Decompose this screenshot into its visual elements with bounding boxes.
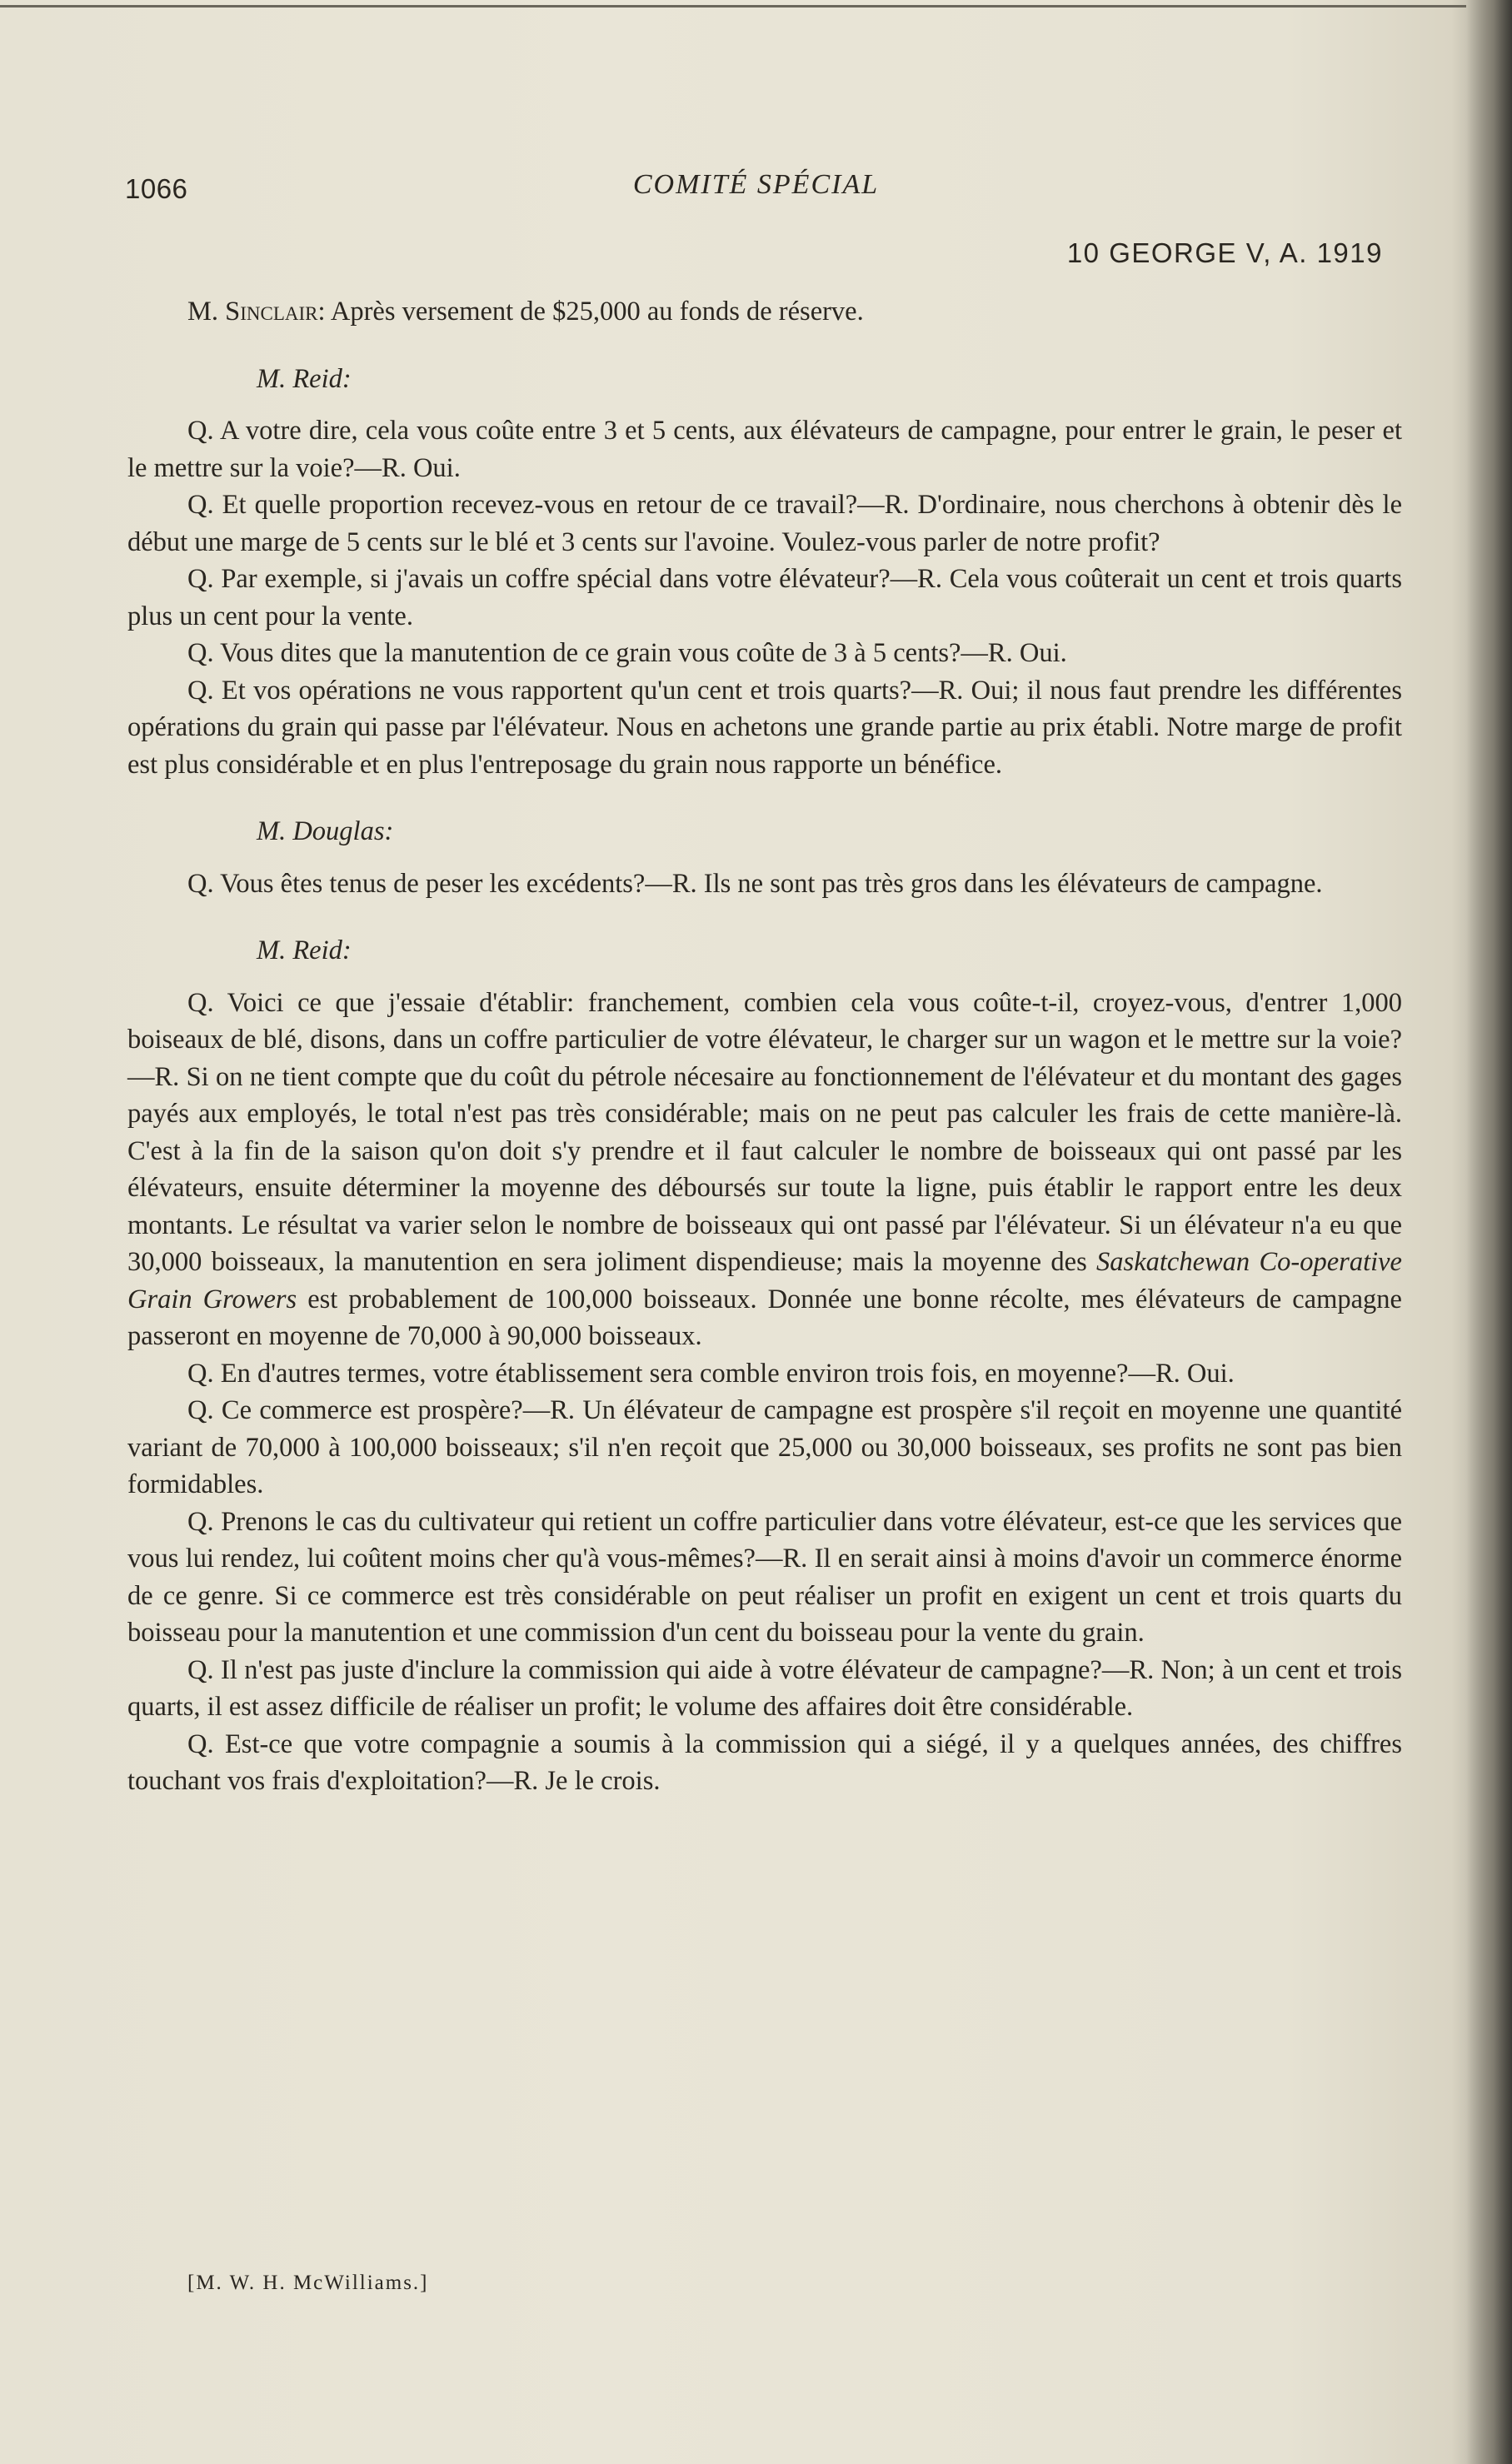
paragraph: Q. Par exemple, si j'avais un coffre spécial dans votre élévateur?—R. Cela vous coûterait un cent et trois quarts plus un cent pour la vente.: [127, 564, 1402, 631]
paragraph: Q. Ce commerce est prospère?—R. Un élévateur de campagne est prospère s'il reçoit en moyenne une quantité variant de 70,000 à 100,000 boisseaux; s'il n'en reçoit que 25,000 ou 30,000 boisseaux, ses profits ne sont pas bien formidables.: [127, 1395, 1402, 1499]
paragraph-sinclair: [127, 293, 1402, 331]
paragraph: Q. Il n'est pas juste d'inclure la commission qui aide à votre élévateur de campagne?—R. Non; à un cent et trois quarts, il est assez difficile de réaliser un profit; le volume des affaires doit être considérable.: [127, 1654, 1402, 1722]
speaker-name: Sinclair: [225, 297, 318, 327]
paragraph-text: est probablement de 100,000 boisseaux. Donnée une bonne récolte, mes élévateurs de campagne passeront en moyenne de 70,000 à 90,000 boisseaux.: [127, 1284, 1402, 1351]
paragraph-text: Q. Voici ce que j'essaie d'établir: franchement, combien cela vous coûte-t-il, croyez-vous, d'entrer 1,000 boiseaux de blé, disons, dans un coffre particulier de votre élévateur, le charger sur un wagon et le mettre sur la voie?—R. Si on ne tient compte que du coût du pétrole nécesaire au fonctionnement de l'élévateur et du montant des gages payés aux employés, le total n'est pas très considérable; mais on ne peut pas calculer les frais de cette manière-là. C'est à la fin de la saison qu'on doit s'y prendre et il faut calculer le nombre de boisseaux qui ont passé par les élévateurs, ensuite déterminer la moyenne des déboursés sur toute la ligne, puis établir le rapport entre les deux montants. Le résultat va varier selon le nombre de boisseaux qui ont passé par l'élévateur. Si un élévateur n'a eu que 30,000 boisseaux, la manutention en sera joliment dispendieuse; mais la moyenne des: [127, 987, 1402, 1277]
page-number: 1066: [125, 173, 188, 204]
footer-note: [M. W. H. McWilliams.]: [187, 2272, 429, 2294]
italic-organization: Saskatchewan Co-operative Grain Growers: [127, 1247, 1402, 1314]
paragraph-text: : Après versement de $25,000 au fonds de réserve.: [317, 297, 864, 327]
top-rule: [0, 5, 1466, 7]
speaker-heading: M. Douglas:: [257, 816, 394, 846]
speaker-heading: M. Reid:: [257, 935, 352, 965]
page-edge-shadow: [1466, 0, 1512, 2464]
speaker-heading: M. Reid:: [257, 363, 352, 394]
paragraph-long: [127, 985, 1402, 1355]
running-title: COMITÉ SPÉCIAL: [632, 169, 880, 200]
paragraph: Q. Et vos opérations ne vous rapportent qu'un cent et trois quarts?—R. Oui; il nous faut prendre les différentes opérations du grain qui passe par l'élévateur. Nous en achetons une grande partie au prix établi. Notre marge de profit est plus considérable et en plus l'entreposage du grain nous rapporte un bénéfice.: [127, 675, 1402, 780]
paragraph: Q. Et quelle proportion recevez-vous en retour de ce travail?—R. D'ordinaire, nous cherchons à obtenir dès le début une marge de 5 cents sur le blé et 3 cents sur l'avoine. Voulez-vous parler de notre profit?: [127, 490, 1402, 557]
paragraph: Q. A votre dire, cela vous coûte entre 3 et 5 cents, aux élévateurs de campagne, pour entrer le grain, le peser et le mettre sur la voie?—R. Oui.: [127, 416, 1402, 483]
paragraph: Q. Vous êtes tenus de peser les excédents?—R. Ils ne sont pas très gros dans les élévateurs de campagne.: [187, 868, 1323, 899]
session-label: 10 GEORGE V, A. 1919: [1066, 237, 1383, 268]
paragraph: Q. Prenons le cas du cultivateur qui retient un coffre particulier dans votre élévateur, est-ce que les services que vous lui rendez, lui coûtent moins cher qu'à vous-mêmes?—R. Il en serait ainsi à moins d'avoir un commerce énorme de ce genre. Si ce commerce est très considérable on peut réaliser un profit en exigent un cent et trois quarts du boisseau pour la manutention et une commission d'un cent du boisseau pour la vente du grain.: [127, 1506, 1402, 1648]
paragraph: Q. En d'autres termes, votre établissement sera comble environ trois fois, en moyenne?—R. Oui.: [187, 1358, 1235, 1389]
paragraph: Q. Vous dites que la manutention de ce grain vous coûte de 3 à 5 cents?—R. Oui.: [187, 638, 1067, 668]
paragraph: Q. Est-ce que votre compagnie a soumis à la commission qui a siégé, il y a quelques années, des chiffres touchant vos frais d'exploitation?—R. Je le crois.: [127, 1728, 1402, 1796]
speaker-prefix: M.: [187, 297, 226, 327]
body-text: [127, 293, 1402, 1800]
